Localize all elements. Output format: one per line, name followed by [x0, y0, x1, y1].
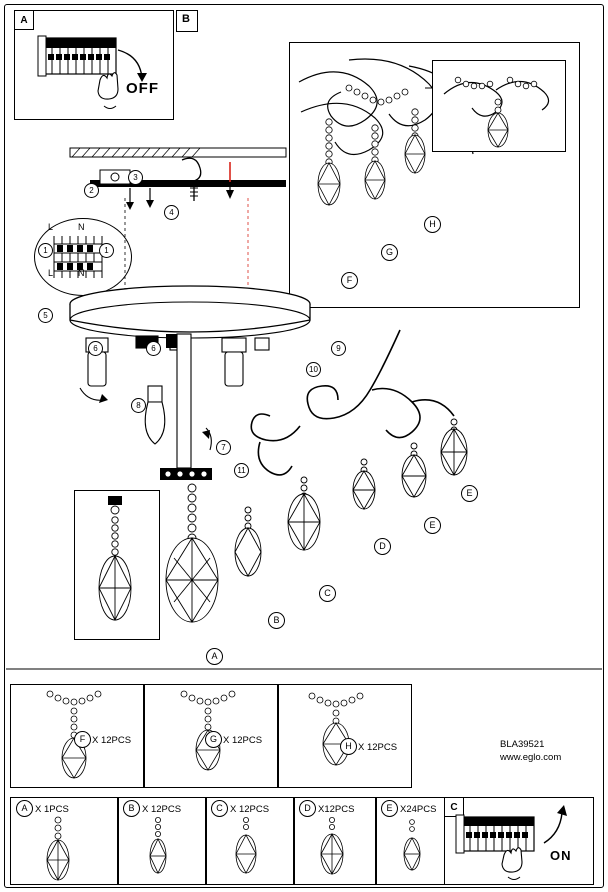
step-10: 10 [306, 362, 321, 377]
part-e-drawing [376, 812, 452, 885]
callout-c: C [319, 585, 336, 602]
part-letter-e: E [381, 800, 398, 817]
step-7: 7 [216, 440, 231, 455]
chandelier-closeup-drawing [432, 60, 566, 152]
part-letter-b: B [123, 800, 140, 817]
callout-e: E [424, 517, 441, 534]
part-qty-a: X 1PCS [35, 804, 69, 815]
part-qty-f: X 12PCS [92, 735, 132, 746]
step-6: 6 [88, 341, 103, 356]
brand-website: www.eglo.com [500, 752, 562, 763]
part-d-drawing [294, 812, 376, 885]
part-letter-d: D [299, 800, 316, 817]
step-4: 4 [164, 205, 179, 220]
panel-c-on-label: ON [550, 848, 572, 863]
panel-a-off-label: OFF [126, 80, 159, 97]
panel-b-tag: B [182, 13, 190, 25]
part-qty-d: X12PCS [318, 804, 355, 815]
part-a-drawing [10, 812, 118, 885]
part-qty-h: X 12PCS [358, 742, 398, 753]
part-b-drawing [118, 812, 206, 885]
part-letter-a: A [16, 800, 33, 817]
part-qty-b: X 12PCS [142, 804, 182, 815]
step-6b: 6 [146, 341, 161, 356]
panel-a-switch-drawing [14, 10, 174, 120]
step-5: 5 [38, 308, 53, 323]
part-letter-h: H [340, 738, 357, 755]
part-qty-c: X 12PCS [230, 804, 270, 815]
terminal-label-n-bottom: N [78, 268, 85, 278]
marker-right-1: 1 [99, 243, 114, 258]
part-letter-c: C [211, 800, 228, 817]
brand-block [500, 738, 561, 764]
terminal-label-n-top: N [78, 222, 85, 232]
step-8: 8 [131, 398, 146, 413]
strand-closeup-drawing [74, 490, 160, 640]
callout-d: D [374, 538, 391, 555]
step-9: 9 [331, 341, 346, 356]
callout-a: A [206, 648, 223, 665]
step-11: 11 [234, 463, 249, 478]
callout-e2: E [461, 485, 478, 502]
parts-divider [6, 668, 602, 670]
part-letter-g: G [205, 731, 222, 748]
marker-left-1: 1 [38, 243, 53, 258]
crystal-a-assembly [150, 480, 270, 650]
panel-c-switch-drawing [444, 797, 594, 885]
step-3: 3 [128, 170, 143, 185]
drop-lines [100, 188, 260, 300]
crystal-arm-assembly [240, 330, 500, 630]
part-h-drawing [278, 684, 412, 788]
part-qty-g: X 12PCS [223, 735, 263, 746]
terminal-label-l-bottom: L [48, 268, 54, 278]
panel-a-tag: A [14, 10, 34, 30]
part-c-drawing [206, 812, 294, 885]
panel-c-tag: C [444, 797, 464, 817]
callout-b: B [268, 612, 285, 629]
terminal-label-l-top: L [48, 222, 54, 232]
part-qty-e: X24PCS [400, 804, 437, 815]
callout-g: G [381, 244, 398, 261]
step-2: 2 [84, 183, 99, 198]
part-letter-f: F [74, 731, 91, 748]
brand-code: BLA39521 [500, 739, 545, 750]
callout-f: F [341, 272, 358, 289]
callout-h: H [424, 216, 441, 233]
